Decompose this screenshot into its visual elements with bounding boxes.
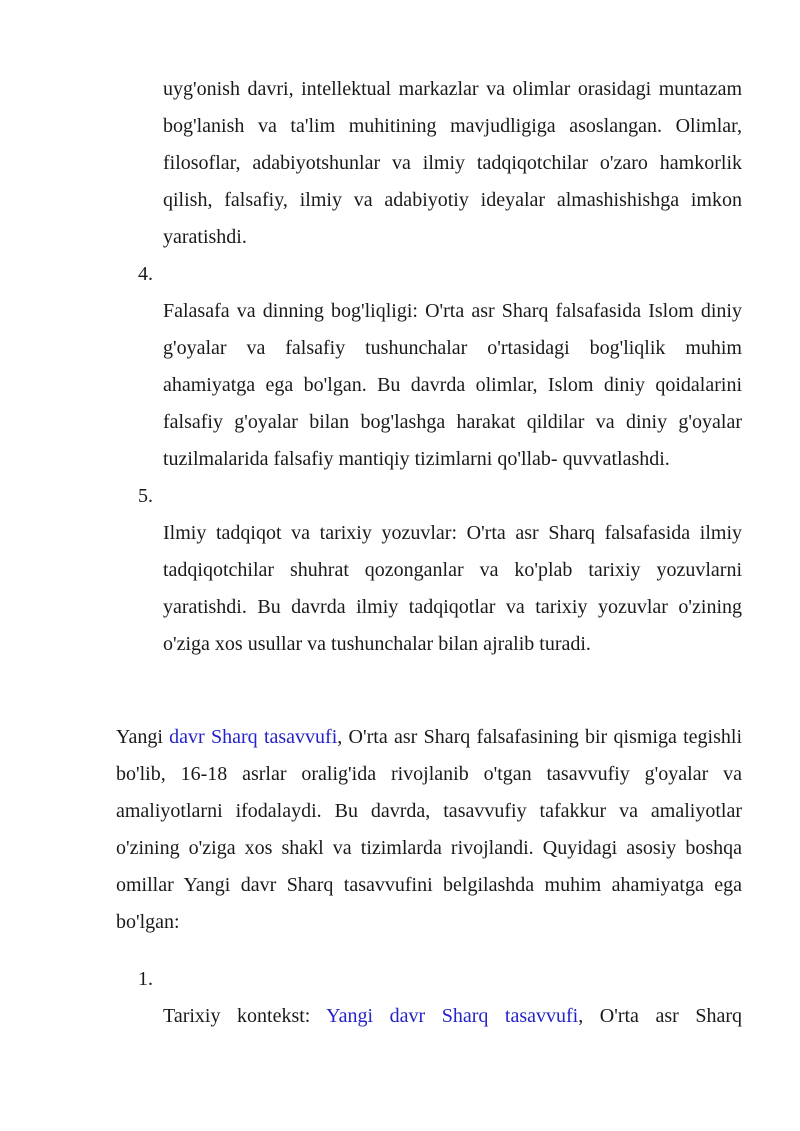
- item1-rest: , O'rta asr Sharq: [578, 1005, 742, 1027]
- list-number-4: 4.: [138, 263, 153, 285]
- paragraph-rest: , O'rta asr Sharq falsafasining bir qismiga tegishli bo'lib, 16-18 asrlar oralig'ida rivojlanib o'tgan tasavvufiy g'oyalar va amaliyotlarni ifodalaydi. Bu davrda, tasavvufiy tafakkur va amaliyotlar o'zining o'ziga xos shakl va tizimlarda rivojlandi. Quyidagi asosiy boshqa omillar Yangi davr Sharq tasavvufini belgilashda muhim ahamiyatga ega bo'lgan:: [116, 726, 743, 933]
- item1-prefix: Tarixiy kontekst:: [163, 1005, 327, 1027]
- list-item-5-text: Ilmiy tadqiqot va tarixiy yozuvlar: O'rta asr Sharq falsafasida ilmiy tadqiqotchilar shuhrat qozonganlar va ko'plab tarixiy yozuvlarni yaratishdi. Bu davrda ilmiy tadqiqotlar va tarixiy yozuvlar o'zining o'ziga xos usullar va tushunchalar bilan ajralib turadi.: [163, 522, 742, 655]
- paragraph-link[interactable]: davr Sharq tasavvufi: [169, 726, 338, 748]
- continuation-paragraph: uyg'onish davri, intellektual markazlar va olimlar orasidagi muntazam bog'lanish va ta'lim muhitining mavjudligiga asoslangan. Olimlar, filosoflar, adabiyotshunlar va ilmiy tadqiqotchilar o'zaro hamkorlik qilish, falsafiy, ilmiy va adabiyotiy ideyalar almashishishga imkon yaratishdi.: [163, 78, 742, 248]
- body-paragraph: [116, 719, 742, 941]
- list-number-5: 5.: [138, 485, 153, 507]
- item1-link[interactable]: Yangi davr Sharq tasavvufi: [326, 1005, 579, 1027]
- list-item-1-text: [163, 998, 742, 1035]
- list-number-1: 1.: [138, 968, 153, 990]
- paragraph-prefix: Yangi: [116, 726, 170, 748]
- list-item-4-text: Falasafa va dinning bog'liqligi: O'rta asr Sharq falsafasida Islom diniy g'oyalar va falsafiy tushunchalar o'rtasidagi bog'liqlik muhim ahamiyatga ega bo'lgan. Bu davrda olimlar, Islom diniy qoidalarini falsafiy g'oyalar bilan bog'lashga harakat qildilar va diniy g'oyalar tuzilmalarida falsafiy mantiqiy tizimlarni qo'llab- quvvatlashdi.: [163, 300, 742, 470]
